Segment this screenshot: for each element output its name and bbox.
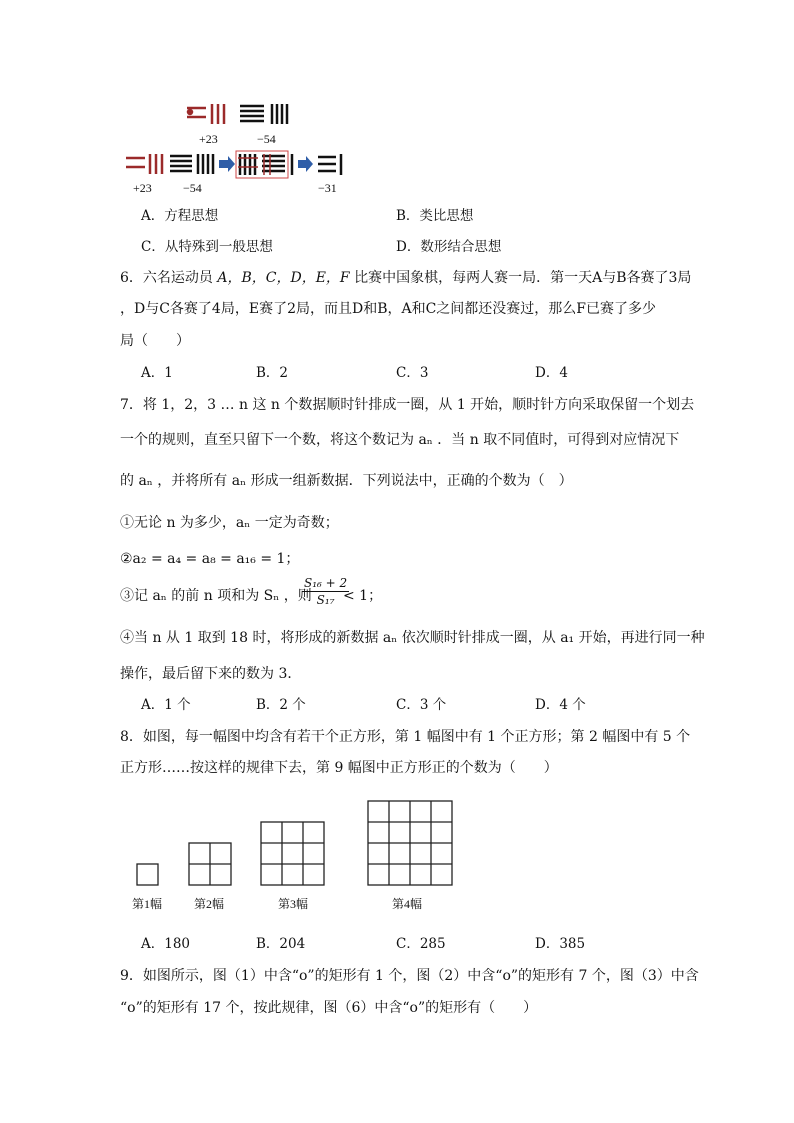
q7-option-d[interactable]: D．4 个 [535,697,586,713]
label-plus23-top: +23 [199,132,218,146]
q5-option-a[interactable]: A．方程思想 [141,208,219,224]
q9-line2: “o”的矩形有 17 个，按此规律，图（6）中含“o”的矩形有（ ） [120,1000,538,1016]
q7-line2: 一个的规则，直至只留下一个数，将这个数记为 aₙ ．当 n 取不同值时，可得到对应情况下 [120,432,680,448]
q5-option-b[interactable]: B．类比思想 [396,208,474,224]
q6-option-a[interactable]: A．1 [141,365,173,381]
q8-line2: 正方形……按这样的规律下去，第 9 幅图中正方形正的个数为（ ） [120,760,558,776]
q6-line1: 6．六名运动员 A，B，C，D，E，F 比赛中国象棋，每两人赛一局．第一天A与B各赛了3局 [120,270,692,286]
q7-statement-3: ③记 aₙ 的前 n 项和为 Sₙ ，则 [120,588,312,604]
q6-option-d[interactable]: D．4 [535,365,568,381]
q8-option-b[interactable]: B．204 [256,936,306,952]
q7-line3: 的 aₙ ，并将所有 aₙ 形成一组新数据．下列说法中，正确的个数为（ ） [120,473,573,489]
q6-option-c[interactable]: C．3 [396,365,429,381]
label-plus23: +23 [133,181,152,195]
label-minus54: −54 [183,181,202,195]
q8-option-a[interactable]: A．180 [141,936,191,952]
q8-option-d[interactable]: D．385 [535,936,586,952]
square-grid-4 [368,801,452,885]
caption-fig-4: 第4幅 [392,897,423,911]
q7-statement-4-line2: 操作，最后留下来的数为 3． [120,666,302,682]
square-grid-2 [189,843,231,885]
label-minus31: −31 [318,181,337,195]
q9-line1: 9．如图所示，图（1）中含“o”的矩形有 1 个，图（2）中含“o”的矩形有 7 个，图（3）中含 [120,968,699,984]
q6-line2: ，D与C各赛了4局，E赛了2局，而且D和B，A和C之间都还没赛过，那么F已赛了多少 [120,301,657,317]
q7-option-c[interactable]: C．3 个 [396,697,447,713]
q5-option-d[interactable]: D．数形结合思想 [396,239,502,255]
q7-option-b[interactable]: B．2 个 [256,697,306,713]
q5-option-c[interactable]: C．从特殊到一般思想 [141,239,273,255]
q7-line1: 7．将 1，2，3 … n 这 n 个数据顺时针排成一圈，从 1 开始，顺时针方向采取保留一个划去 [120,397,695,413]
square-grid-1 [137,864,158,885]
q8-line1: 8．如图，每一幅图中均含有若干个正方形，第 1 幅图中有 1 个正方形；第 2 幅图中有 5 个 [120,729,691,745]
square-grid-3 [261,822,324,885]
q7-statement-1: ①无论 n 为多少，aₙ 一定为奇数； [120,515,339,531]
q8-option-c[interactable]: C．285 [396,936,446,952]
q6-option-b[interactable]: B．2 [256,365,289,381]
q7-statement-3-tail: < 1； [343,588,383,604]
q7-statement-4-line1: ④当 n 从 1 取到 18 时，将形成的新数据 aₙ 依次顺时针排成一圈，从 a₁ 开始，再进行同一种 [120,630,705,646]
q7-fraction: S₁₆ + 2 S₁₇ [304,576,348,607]
q7-statement-2: ②a₂ = a₄ = a₈ = a₁₆ = 1； [120,551,300,567]
q6-line3: 局（ ） [120,333,190,349]
q7-option-a[interactable]: A．1 个 [141,697,191,713]
caption-fig-1: 第1幅 [132,897,163,911]
caption-fig-2: 第2幅 [194,897,225,911]
label-minus54-top: −54 [257,132,276,146]
caption-fig-3: 第3幅 [278,897,309,911]
